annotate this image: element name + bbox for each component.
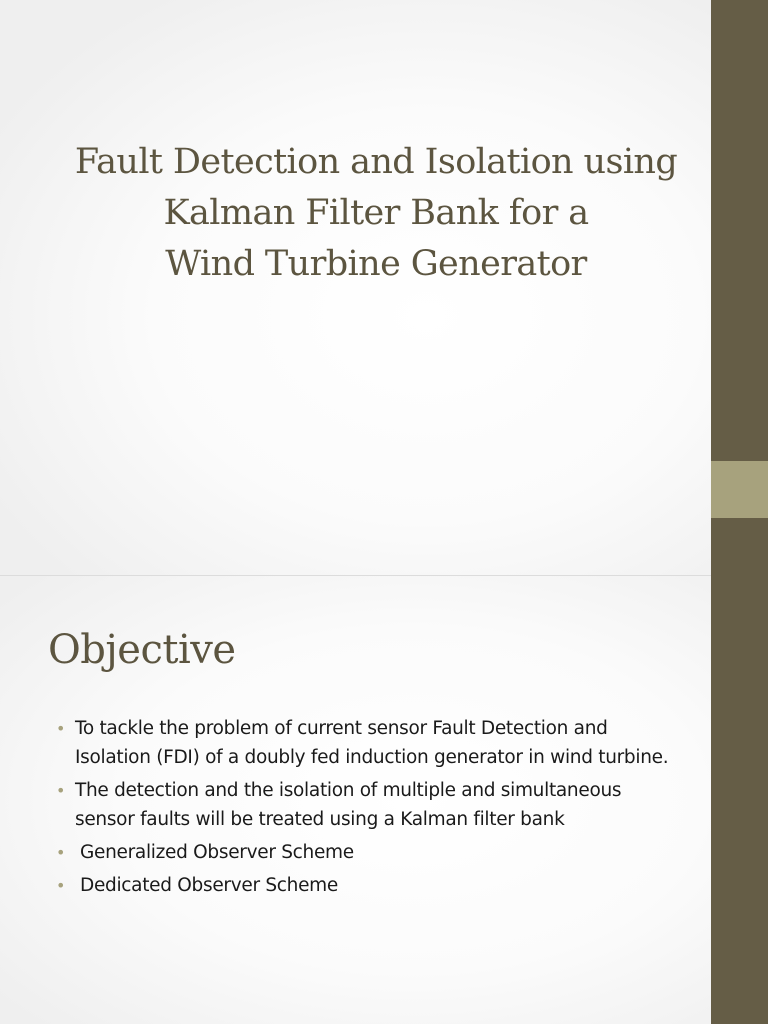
title-line-1: Fault Detection and Isolation using [74, 142, 678, 182]
title-line-3: Wind Turbine Generator [165, 244, 587, 284]
bullet-text-2: The detection and the isolation of multiple and simultaneous sensor faults will be treated using a Kalman filter bank [75, 780, 622, 830]
bullet-dot-icon: • [56, 781, 66, 800]
bullet-text-4: Dedicated Observer Scheme [80, 875, 338, 896]
objective-slide [0, 576, 711, 1024]
bullet-item-4 [56, 871, 686, 900]
bullet-item-3 [56, 838, 686, 867]
objective-heading: Objective [48, 627, 236, 673]
bullet-text-1: To tackle the problem of current sensor Fault Detection and Isolation (FDI) of a doubly fed induction generator in wind turbine. [75, 718, 669, 768]
bullet-dot-icon: • [56, 843, 66, 862]
bullet-dot-icon: • [56, 876, 66, 895]
bullet-dot-icon: • [56, 719, 66, 738]
bullet-item-2 [56, 776, 686, 834]
bullet-text-3: Generalized Observer Scheme [80, 842, 354, 863]
sidebar-accent-block [711, 461, 768, 518]
title-line-2: Kalman Filter Bank for a [163, 193, 589, 233]
bullet-item-1 [56, 714, 686, 772]
objective-bullet-list [56, 714, 686, 904]
slide-title [40, 137, 711, 290]
